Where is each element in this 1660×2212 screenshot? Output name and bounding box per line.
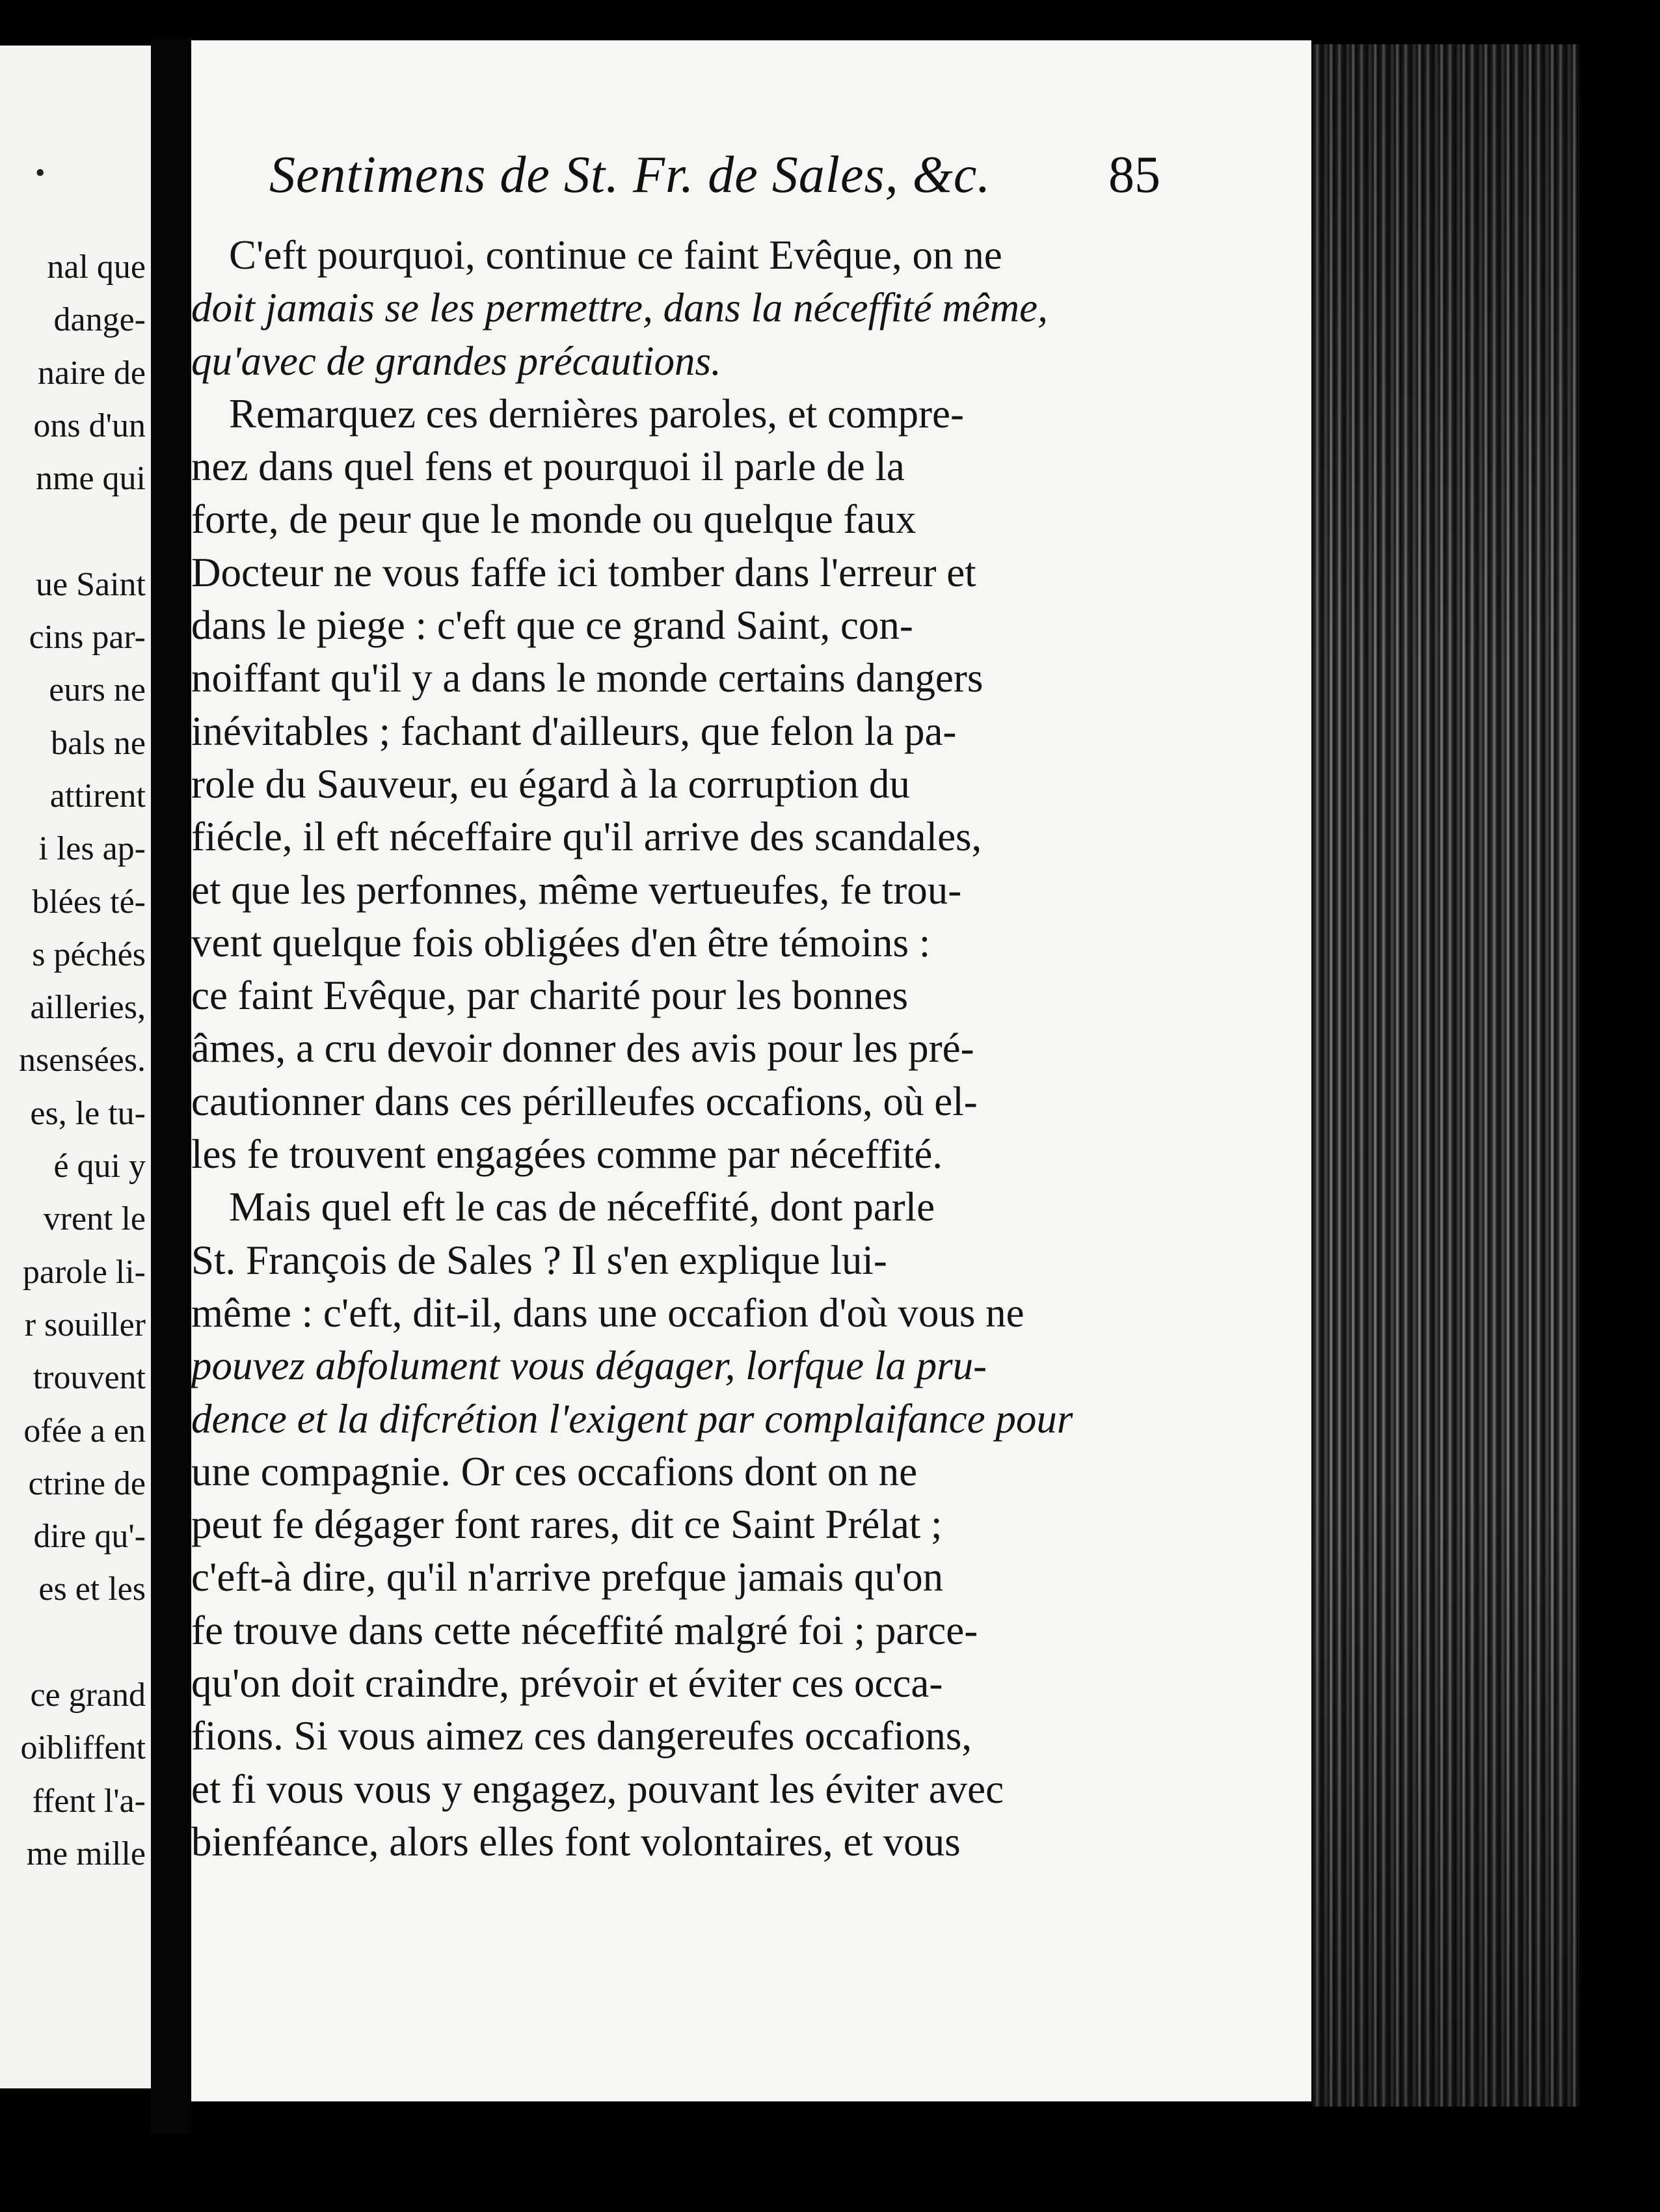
left-page-line: me mille bbox=[26, 1835, 146, 1872]
text-line: une compagnie. Or ces occafions dont on ne bbox=[191, 1448, 918, 1494]
left-page-line: naire de bbox=[37, 354, 146, 392]
left-page-line bbox=[0, 505, 151, 558]
left-page-line: bals ne bbox=[51, 724, 146, 762]
left-page-line: ons d'un bbox=[33, 407, 146, 444]
left-page-line bbox=[0, 1616, 151, 1669]
text-line: cautionner dans ces périlleufes occafions, où el- bbox=[191, 1078, 978, 1124]
text-line: doit jamais se les permettre, dans la néceffité même, bbox=[191, 285, 1048, 331]
left-page-line: é qui y bbox=[53, 1148, 146, 1185]
left-page-line: dire qu'- bbox=[33, 1518, 146, 1556]
left-page-text-column bbox=[0, 241, 151, 1880]
left-page-line: nal que bbox=[47, 249, 146, 286]
text-line: Docteur ne vous faffe ici tomber dans l'erreur et bbox=[191, 549, 976, 595]
text-line: c'eft-à dire, qu'il n'arrive prefque jamais qu'on bbox=[191, 1554, 944, 1600]
text-line: role du Sauveur, eu égard à la corruption du bbox=[191, 761, 910, 807]
book-gutter bbox=[151, 39, 191, 2134]
left-page-line: nme qui bbox=[36, 460, 146, 498]
left-page-line: cins par- bbox=[29, 619, 146, 656]
text-line: et fi vous vous y engagez, pouvant les éviter avec bbox=[191, 1766, 1004, 1812]
text-line: fiécle, il eft néceffaire qu'il arrive des scandales, bbox=[191, 814, 982, 860]
left-page-mark: • bbox=[35, 157, 46, 189]
left-page-line: nsensées. bbox=[19, 1042, 146, 1079]
left-page-line: ffent l'a- bbox=[32, 1782, 146, 1820]
left-page-line: trouvent bbox=[33, 1359, 146, 1397]
text-line: même : c'eft, dit-il, dans une occafion d'où vous ne bbox=[191, 1289, 1024, 1336]
left-page-line: attirent bbox=[49, 777, 146, 815]
text-line: inévitables ; fachant d'ailleurs, que felon la pa- bbox=[191, 708, 957, 754]
left-page-line: eurs ne bbox=[49, 671, 146, 709]
text-line: Remarquez ces dernières paroles, et compre- bbox=[229, 390, 964, 437]
left-facing-page bbox=[0, 46, 151, 2088]
text-line: qu'avec de grandes précautions. bbox=[191, 338, 721, 384]
main-page bbox=[191, 40, 1311, 2101]
text-line: ce faint Evêque, par charité pour les bonnes bbox=[191, 973, 909, 1019]
text-line: vent quelque fois obligées d'en être témoins : bbox=[191, 919, 931, 965]
left-page-line: ailleries, bbox=[30, 989, 146, 1027]
left-page-line: ue Saint bbox=[36, 565, 146, 603]
left-page-line: ctrine de bbox=[28, 1464, 146, 1502]
left-page-line: blées té- bbox=[32, 883, 146, 921]
text-line: et que les perfonnes, même vertueufes, fe trou- bbox=[191, 867, 962, 913]
left-page-line: s péchés bbox=[32, 936, 146, 973]
text-line: qu'on doit craindre, prévoir et éviter ces occa- bbox=[191, 1660, 943, 1706]
text-line: bienféance, alors elles font volontaires, et vous bbox=[191, 1818, 961, 1865]
left-page-line: r souiller bbox=[24, 1306, 146, 1343]
text-line: pouvez abfolument vous dégager, lorfque la pru- bbox=[191, 1343, 987, 1389]
left-page-line: es, le tu- bbox=[30, 1094, 146, 1132]
text-line: forte, de peur que le monde ou quelque faux bbox=[191, 496, 917, 543]
text-line: les fe trouvent engagées comme par néceffité. bbox=[191, 1131, 943, 1178]
text-line: Mais quel eft le cas de néceffité, dont parle bbox=[229, 1184, 935, 1230]
book-edge-shading bbox=[1311, 44, 1579, 2107]
left-page-line: ce grand bbox=[30, 1677, 146, 1714]
left-page-line: dange- bbox=[53, 301, 146, 339]
left-page-line: oibliffent bbox=[20, 1729, 146, 1767]
left-page-line: parole li- bbox=[22, 1253, 146, 1291]
body-text bbox=[191, 229, 1168, 1868]
text-line: noiffant qu'il y a dans le monde certains dangers bbox=[191, 655, 984, 701]
left-page-line: i les ap- bbox=[38, 830, 146, 868]
running-head bbox=[191, 146, 1167, 217]
text-line: C'eft pourquoi, continue ce faint Evêque, on ne bbox=[229, 232, 1002, 278]
text-line: âmes, a cru devoir donner des avis pour les pré- bbox=[191, 1025, 974, 1072]
text-line: fe trouve dans cette néceffité malgré foi ; parce- bbox=[191, 1607, 978, 1653]
page-number: 85 bbox=[1108, 146, 1160, 204]
text-line: St. François de Sales ? Il s'en explique lui- bbox=[191, 1237, 887, 1283]
text-line: dans le piege : c'eft que ce grand Saint, con- bbox=[191, 602, 913, 649]
left-page-line: ofée a en bbox=[23, 1412, 146, 1450]
running-head-title: Sentimens de St. Fr. de Sales, &c. bbox=[269, 146, 991, 204]
left-page-line: vrent le bbox=[43, 1200, 146, 1238]
text-line: peut fe dégager font rares, dit ce Saint Prélat ; bbox=[191, 1502, 943, 1548]
text-line: fions. Si vous aimez ces dangereufes occafions, bbox=[191, 1713, 972, 1759]
left-page-line: es et les bbox=[38, 1571, 146, 1608]
text-line: dence et la difcrétion l'exigent par complaifance pour bbox=[191, 1396, 1073, 1442]
text-line: nez dans quel fens et pourquoi il parle de la bbox=[191, 444, 905, 490]
